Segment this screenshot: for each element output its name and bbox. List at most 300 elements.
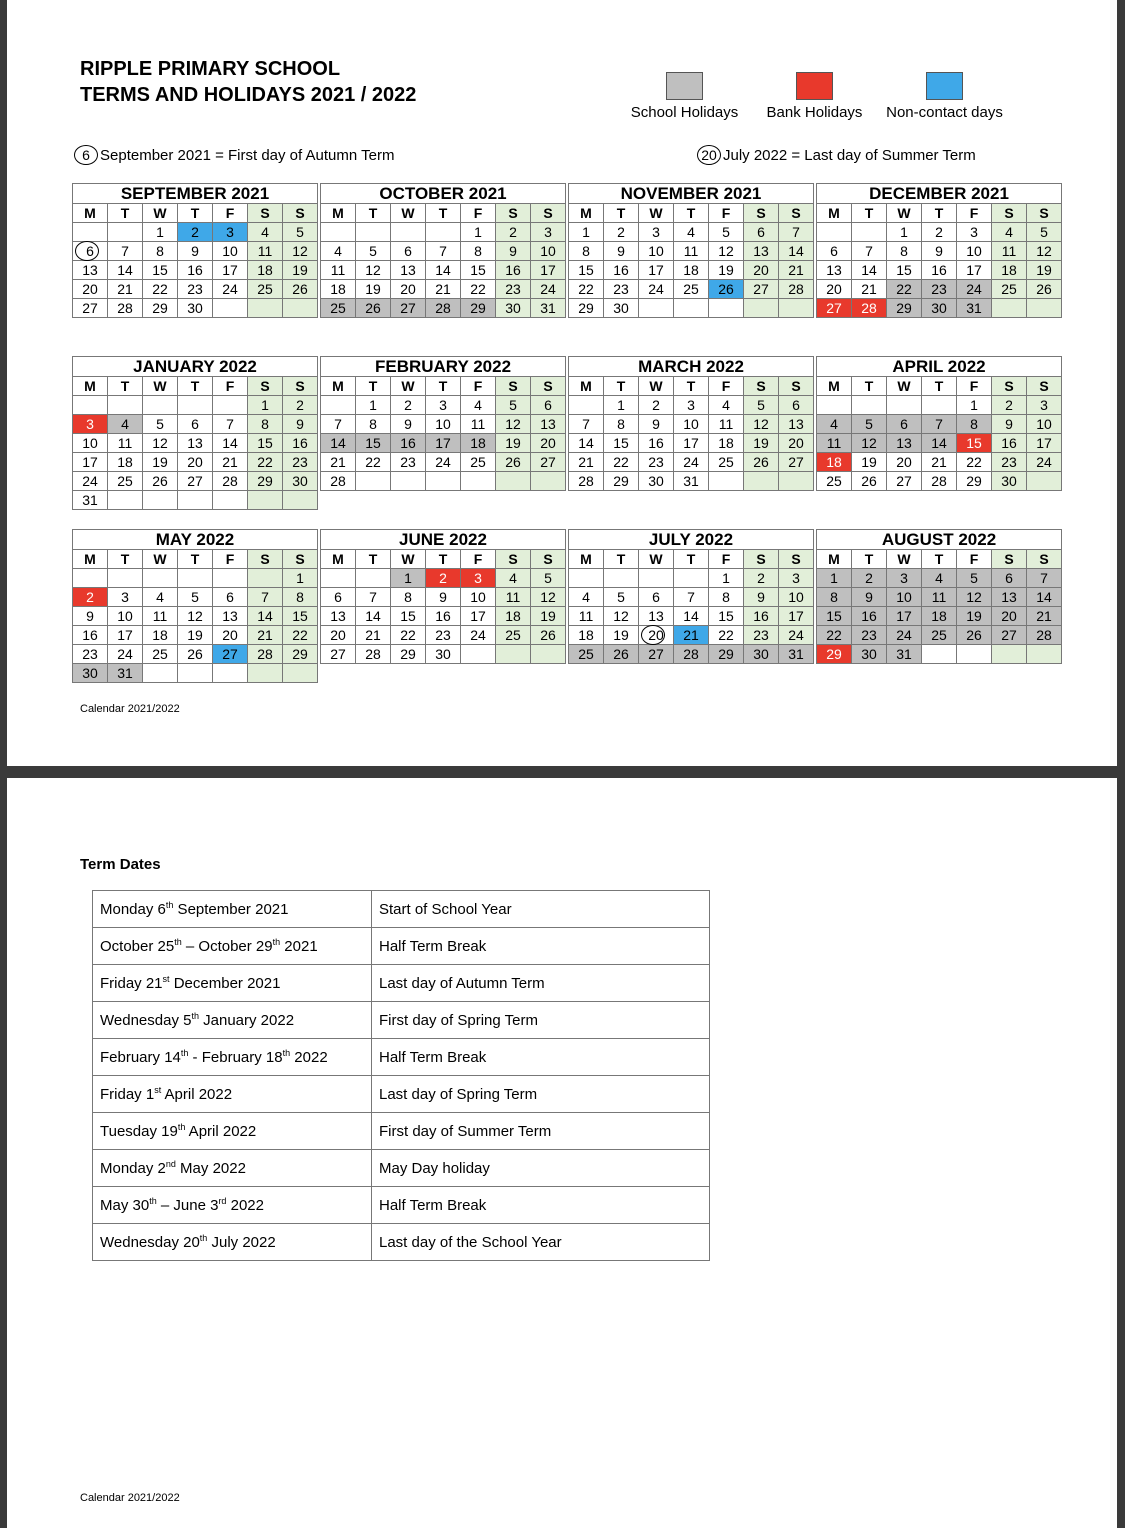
day-cell: 8 — [569, 242, 604, 261]
day-cell: 19 — [957, 607, 992, 626]
empty-cell — [496, 645, 531, 664]
day-cell: 12 — [957, 588, 992, 607]
weekday-header: S — [248, 204, 283, 223]
footer-text: Calendar 2021/2022 — [80, 703, 180, 715]
day-cell: 2 — [178, 223, 213, 242]
day-cell: 8 — [283, 588, 318, 607]
day-cell: 8 — [461, 242, 496, 261]
weekday-header: M — [569, 377, 604, 396]
day-cell: 14 — [852, 261, 887, 280]
empty-cell — [709, 472, 744, 491]
empty-cell — [178, 569, 213, 588]
day-cell: 20 — [779, 434, 814, 453]
day-cell: 6 — [887, 415, 922, 434]
day-cell: 27 — [391, 299, 426, 318]
weekday-header: M — [321, 204, 356, 223]
weekday-header: W — [391, 550, 426, 569]
weekday-header: S — [283, 550, 318, 569]
day-cell: 27 — [779, 453, 814, 472]
day-cell: 22 — [283, 626, 318, 645]
empty-cell — [213, 299, 248, 318]
table-row — [93, 1150, 710, 1187]
day-cell: 19 — [709, 261, 744, 280]
day-cell: 18 — [143, 626, 178, 645]
day-cell: 13 — [639, 607, 674, 626]
page-title — [80, 56, 416, 108]
day-cell: 16 — [922, 261, 957, 280]
day-cell: 3 — [531, 223, 566, 242]
day-cell: 26 — [744, 453, 779, 472]
day-cell: 21 — [321, 453, 356, 472]
day-cell: 5 — [852, 415, 887, 434]
day-cell: 19 — [744, 434, 779, 453]
day-cell: 25 — [143, 645, 178, 664]
day-cell: 29 — [817, 645, 852, 664]
day-cell: 24 — [1027, 453, 1062, 472]
circled-date-marker: 20 — [697, 145, 721, 165]
day-cell: 13 — [779, 415, 814, 434]
term-dates-title: Term Dates — [80, 856, 161, 873]
weekday-header: T — [178, 550, 213, 569]
day-cell: 24 — [426, 453, 461, 472]
term-date-cell: May 30th – June 3rd 2022 — [93, 1187, 372, 1224]
weekday-header: S — [779, 377, 814, 396]
day-cell: 7 — [426, 242, 461, 261]
day-cell: 14 — [569, 434, 604, 453]
day-cell: 27 — [321, 645, 356, 664]
note-last-day — [697, 145, 976, 165]
empty-cell — [709, 299, 744, 318]
day-cell: 3 — [957, 223, 992, 242]
day-cell: 15 — [391, 607, 426, 626]
day-cell: 5 — [178, 588, 213, 607]
day-cell: 16 — [391, 434, 426, 453]
day-cell: 8 — [957, 415, 992, 434]
term-date-cell: Tuesday 19th April 2022 — [93, 1113, 372, 1150]
day-cell: 3 — [674, 396, 709, 415]
empty-cell — [108, 223, 143, 242]
day-cell: 1 — [248, 396, 283, 415]
day-cell: 1 — [143, 223, 178, 242]
weekday-header: T — [356, 550, 391, 569]
day-cell: 22 — [248, 453, 283, 472]
day-cell: 24 — [108, 645, 143, 664]
month-january-2022 — [72, 356, 318, 510]
weekday-header: W — [639, 204, 674, 223]
day-cell: 4 — [922, 569, 957, 588]
day-cell: 4 — [108, 415, 143, 434]
day-cell: 20 — [531, 434, 566, 453]
day-cell: 6 — [744, 223, 779, 242]
day-cell: 5 — [709, 223, 744, 242]
day-cell: 12 — [531, 588, 566, 607]
calendar-page — [7, 0, 1117, 766]
day-cell: 12 — [143, 434, 178, 453]
day-cell: 1 — [461, 223, 496, 242]
day-cell: 15 — [283, 607, 318, 626]
day-cell: 26 — [1027, 280, 1062, 299]
day-cell: 21 — [852, 280, 887, 299]
day-cell: 26 — [283, 280, 318, 299]
day-cell: 12 — [604, 607, 639, 626]
day-cell: 9 — [283, 415, 318, 434]
day-cell: 19 — [852, 453, 887, 472]
day-cell: 16 — [426, 607, 461, 626]
day-cell: 9 — [922, 242, 957, 261]
day-cell: 4 — [709, 396, 744, 415]
day-cell: 29 — [604, 472, 639, 491]
day-cell: 25 — [461, 453, 496, 472]
day-cell: 9 — [604, 242, 639, 261]
day-cell: 4 — [817, 415, 852, 434]
day-cell: 28 — [426, 299, 461, 318]
weekday-header: S — [283, 204, 318, 223]
day-cell: 2 — [922, 223, 957, 242]
day-cell: 18 — [461, 434, 496, 453]
empty-cell — [143, 396, 178, 415]
day-cell: 11 — [108, 434, 143, 453]
weekday-header: S — [992, 377, 1027, 396]
day-cell: 28 — [213, 472, 248, 491]
day-cell: 19 — [356, 280, 391, 299]
day-cell: 4 — [992, 223, 1027, 242]
day-cell: 5 — [957, 569, 992, 588]
day-cell: 16 — [604, 261, 639, 280]
day-cell: 5 — [496, 396, 531, 415]
day-cell: 28 — [356, 645, 391, 664]
term-event-cell: Half Term Break — [372, 1039, 710, 1076]
day-cell: 20 — [321, 626, 356, 645]
day-cell: 22 — [356, 453, 391, 472]
day-cell: 26 — [178, 645, 213, 664]
empty-cell — [178, 491, 213, 510]
day-cell: 30 — [604, 299, 639, 318]
day-cell: 22 — [604, 453, 639, 472]
day-cell: 29 — [957, 472, 992, 491]
month-february-2022 — [320, 356, 566, 491]
day-cell: 2 — [744, 569, 779, 588]
term-date-cell: Monday 2nd May 2022 — [93, 1150, 372, 1187]
day-cell: 30 — [639, 472, 674, 491]
day-cell: 10 — [957, 242, 992, 261]
weekday-header: S — [496, 204, 531, 223]
day-cell: 7 — [108, 242, 143, 261]
day-cell: 2 — [73, 588, 108, 607]
weekday-header: T — [356, 377, 391, 396]
day-cell: 26 — [957, 626, 992, 645]
day-cell: 13 — [531, 415, 566, 434]
day-cell: 1 — [356, 396, 391, 415]
empty-cell — [321, 569, 356, 588]
day-cell: 15 — [143, 261, 178, 280]
term-event-cell: First day of Spring Term — [372, 1002, 710, 1039]
day-cell: 14 — [674, 607, 709, 626]
weekday-header: S — [779, 204, 814, 223]
title-line-2: TERMS AND HOLIDAYS 2021 / 2022 — [80, 84, 417, 106]
day-cell: 28 — [779, 280, 814, 299]
table-row — [93, 928, 710, 965]
day-cell: 6 — [391, 242, 426, 261]
day-cell: 6 — [73, 242, 108, 261]
legend-non-contact — [877, 72, 1012, 121]
day-cell: 11 — [992, 242, 1027, 261]
day-cell: 25 — [674, 280, 709, 299]
day-cell: 22 — [887, 280, 922, 299]
day-cell: 2 — [426, 569, 461, 588]
table-row — [93, 1187, 710, 1224]
day-cell: 9 — [496, 242, 531, 261]
day-cell: 14 — [248, 607, 283, 626]
day-cell: 28 — [569, 472, 604, 491]
day-cell: 2 — [391, 396, 426, 415]
empty-cell — [178, 664, 213, 683]
day-cell: 15 — [709, 607, 744, 626]
empty-cell — [356, 223, 391, 242]
weekday-header: T — [108, 204, 143, 223]
month-title: OCTOBER 2021 — [321, 184, 566, 204]
day-cell: 23 — [744, 626, 779, 645]
day-cell: 11 — [709, 415, 744, 434]
day-cell: 8 — [709, 588, 744, 607]
day-cell: 18 — [248, 261, 283, 280]
day-cell: 18 — [496, 607, 531, 626]
weekday-header: T — [356, 204, 391, 223]
day-cell: 18 — [922, 607, 957, 626]
table-row — [93, 1039, 710, 1076]
empty-cell — [426, 223, 461, 242]
legend-label: Non-contact days — [886, 104, 1003, 121]
day-cell: 22 — [817, 626, 852, 645]
day-cell: 16 — [283, 434, 318, 453]
day-cell: 1 — [887, 223, 922, 242]
empty-cell — [852, 396, 887, 415]
day-cell: 30 — [283, 472, 318, 491]
day-cell: 4 — [143, 588, 178, 607]
day-cell: 8 — [143, 242, 178, 261]
weekday-header: M — [73, 204, 108, 223]
day-cell: 19 — [604, 626, 639, 645]
day-cell: 12 — [852, 434, 887, 453]
day-cell: 1 — [957, 396, 992, 415]
day-cell: 7 — [922, 415, 957, 434]
day-cell: 5 — [143, 415, 178, 434]
day-cell: 17 — [674, 434, 709, 453]
day-cell: 29 — [143, 299, 178, 318]
empty-cell — [248, 299, 283, 318]
day-cell: 19 — [283, 261, 318, 280]
day-cell: 20 — [178, 453, 213, 472]
day-cell: 25 — [321, 299, 356, 318]
day-cell: 21 — [779, 261, 814, 280]
day-cell: 20 — [992, 607, 1027, 626]
day-cell: 23 — [426, 626, 461, 645]
day-cell: 11 — [461, 415, 496, 434]
weekday-header: M — [817, 204, 852, 223]
weekday-header: T — [674, 377, 709, 396]
day-cell: 27 — [73, 299, 108, 318]
day-cell: 24 — [887, 626, 922, 645]
day-cell: 24 — [213, 280, 248, 299]
month-title: AUGUST 2022 — [817, 530, 1062, 550]
day-cell: 6 — [531, 396, 566, 415]
weekday-header: W — [391, 204, 426, 223]
day-cell: 5 — [604, 588, 639, 607]
weekday-header: T — [852, 204, 887, 223]
term-event-cell: Start of School Year — [372, 891, 710, 928]
table-row — [93, 1002, 710, 1039]
day-cell: 12 — [283, 242, 318, 261]
weekday-header: S — [531, 550, 566, 569]
term-event-cell: First day of Summer Term — [372, 1113, 710, 1150]
day-cell: 28 — [852, 299, 887, 318]
day-cell: 8 — [604, 415, 639, 434]
day-cell: 31 — [887, 645, 922, 664]
weekday-header: W — [143, 204, 178, 223]
day-cell: 26 — [356, 299, 391, 318]
weekday-header: W — [887, 204, 922, 223]
day-cell: 21 — [248, 626, 283, 645]
day-cell: 17 — [1027, 434, 1062, 453]
day-cell: 26 — [852, 472, 887, 491]
day-cell: 11 — [674, 242, 709, 261]
day-cell: 6 — [213, 588, 248, 607]
term-event-cell: Last day of the School Year — [372, 1224, 710, 1261]
empty-cell — [73, 223, 108, 242]
weekday-header: W — [887, 550, 922, 569]
day-cell: 29 — [887, 299, 922, 318]
weekday-header: T — [426, 550, 461, 569]
month-title: FEBRUARY 2022 — [321, 357, 566, 377]
day-cell: 22 — [461, 280, 496, 299]
day-cell: 15 — [356, 434, 391, 453]
weekday-header: T — [178, 204, 213, 223]
day-cell: 15 — [248, 434, 283, 453]
day-cell: 4 — [461, 396, 496, 415]
day-cell: 30 — [744, 645, 779, 664]
weekday-header: F — [461, 550, 496, 569]
day-cell: 10 — [531, 242, 566, 261]
weekday-header: F — [709, 550, 744, 569]
table-row — [93, 1224, 710, 1261]
day-cell: 17 — [957, 261, 992, 280]
day-cell: 30 — [73, 664, 108, 683]
day-cell: 29 — [248, 472, 283, 491]
day-cell: 31 — [108, 664, 143, 683]
weekday-header: T — [604, 550, 639, 569]
day-cell: 23 — [852, 626, 887, 645]
empty-cell — [321, 396, 356, 415]
term-date-cell: February 14th - February 18th 2022 — [93, 1039, 372, 1076]
empty-cell — [531, 645, 566, 664]
day-cell: 16 — [178, 261, 213, 280]
day-cell: 19 — [178, 626, 213, 645]
empty-cell — [639, 299, 674, 318]
day-cell: 3 — [213, 223, 248, 242]
day-cell: 26 — [531, 626, 566, 645]
empty-cell — [779, 299, 814, 318]
day-cell: 25 — [922, 626, 957, 645]
day-cell: 22 — [957, 453, 992, 472]
day-cell: 9 — [73, 607, 108, 626]
weekday-header: M — [321, 550, 356, 569]
day-cell: 13 — [213, 607, 248, 626]
day-cell: 27 — [213, 645, 248, 664]
legend-swatch-grey — [666, 72, 703, 100]
empty-cell — [461, 645, 496, 664]
day-cell: 2 — [496, 223, 531, 242]
term-event-cell: Last day of Spring Term — [372, 1076, 710, 1113]
day-cell: 14 — [779, 242, 814, 261]
day-cell: 3 — [461, 569, 496, 588]
term-event-cell: Half Term Break — [372, 928, 710, 965]
empty-cell — [108, 396, 143, 415]
note-first-day — [74, 145, 394, 165]
day-cell: 1 — [604, 396, 639, 415]
day-cell: 7 — [779, 223, 814, 242]
day-cell: 11 — [248, 242, 283, 261]
day-cell: 31 — [73, 491, 108, 510]
day-cell: 25 — [569, 645, 604, 664]
empty-cell — [604, 569, 639, 588]
day-cell: 21 — [108, 280, 143, 299]
month-august-2022 — [816, 529, 1062, 664]
weekday-header: M — [569, 204, 604, 223]
day-cell: 2 — [639, 396, 674, 415]
weekday-header: T — [108, 550, 143, 569]
day-cell: 1 — [817, 569, 852, 588]
day-cell: 3 — [108, 588, 143, 607]
empty-cell — [356, 472, 391, 491]
term-date-cell: Wednesday 5th January 2022 — [93, 1002, 372, 1039]
weekday-header: S — [496, 377, 531, 396]
weekday-header: T — [426, 204, 461, 223]
empty-cell — [213, 491, 248, 510]
day-cell: 10 — [108, 607, 143, 626]
day-cell: 18 — [992, 261, 1027, 280]
day-cell: 13 — [887, 434, 922, 453]
day-cell: 18 — [108, 453, 143, 472]
weekday-header: W — [143, 550, 178, 569]
day-cell: 3 — [426, 396, 461, 415]
weekday-header: T — [674, 204, 709, 223]
day-cell: 11 — [569, 607, 604, 626]
weekday-header: M — [73, 377, 108, 396]
day-cell: 27 — [531, 453, 566, 472]
day-cell: 7 — [248, 588, 283, 607]
legend-swatch-blue — [926, 72, 963, 100]
day-cell: 30 — [992, 472, 1027, 491]
day-cell: 25 — [817, 472, 852, 491]
day-cell: 6 — [779, 396, 814, 415]
day-cell: 24 — [674, 453, 709, 472]
weekday-header: T — [604, 377, 639, 396]
empty-cell — [674, 299, 709, 318]
weekday-header: T — [922, 377, 957, 396]
empty-cell — [992, 645, 1027, 664]
weekday-header: S — [744, 377, 779, 396]
day-cell: 22 — [709, 626, 744, 645]
day-cell: 3 — [73, 415, 108, 434]
day-cell: 23 — [391, 453, 426, 472]
month-december-2021 — [816, 183, 1062, 318]
footer-text: Calendar 2021/2022 — [80, 1492, 180, 1504]
weekday-header: S — [1027, 377, 1062, 396]
day-cell: 14 — [1027, 588, 1062, 607]
month-may-2022 — [72, 529, 318, 683]
day-cell: 1 — [709, 569, 744, 588]
day-cell: 21 — [213, 453, 248, 472]
weekday-header: S — [744, 204, 779, 223]
